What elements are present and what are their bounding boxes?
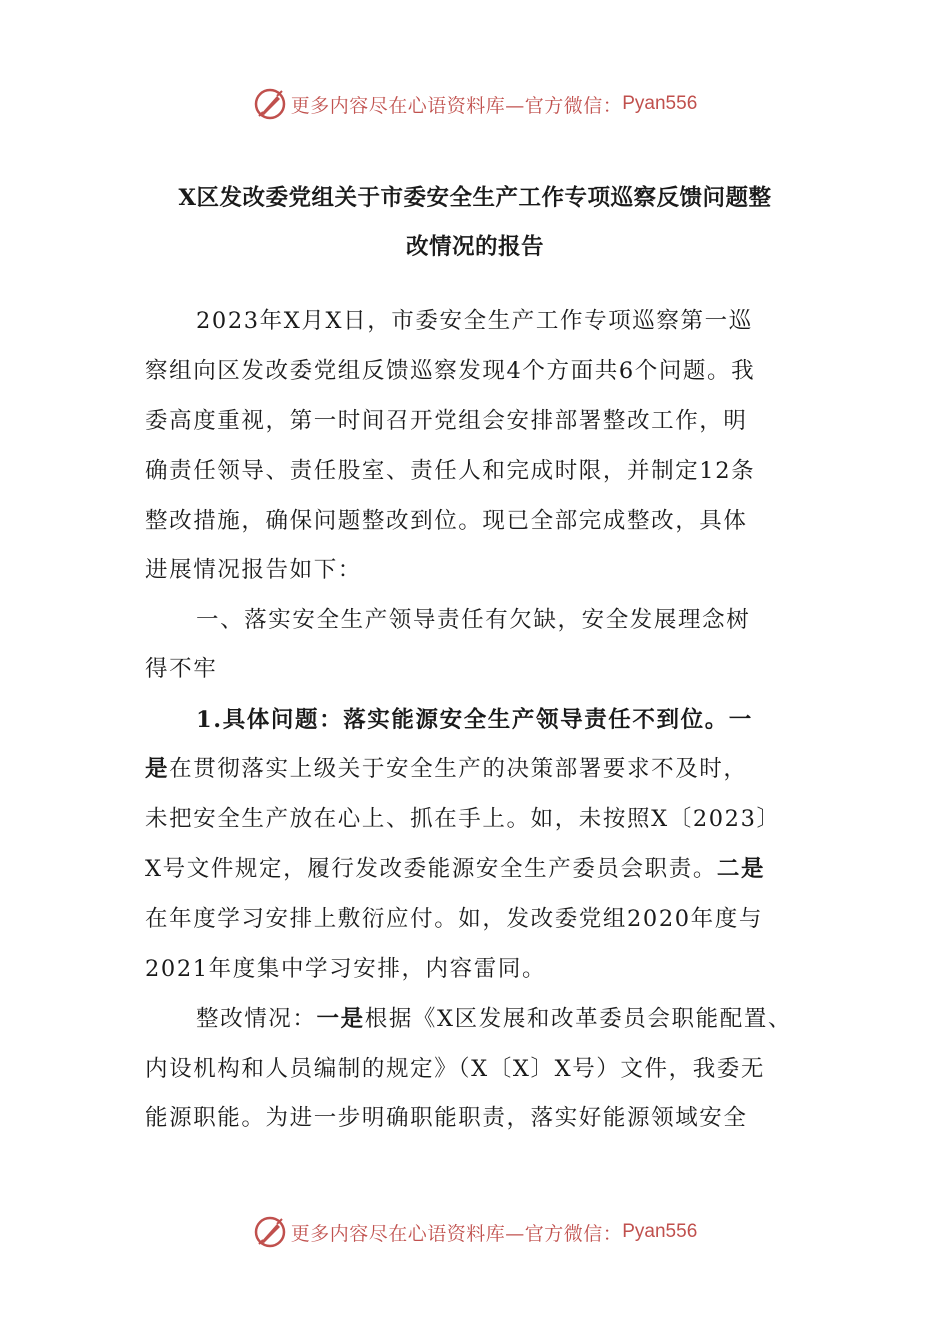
body-text-line: 在年度学习安排上敷衍应付。如，发改委党组2020年度与: [145, 906, 763, 932]
watermark-text: 更多内容尽在心语资料库—官方微信：: [290, 1222, 623, 1245]
emphasis-text: 一是: [316, 1006, 365, 1032]
body-text-line: [196, 1004, 792, 1034]
quill-logo-icon: [253, 1215, 287, 1249]
body-text-line: 察组向区发改委党组反馈巡察发现4个方面共6个问题。我: [145, 358, 756, 384]
issue-heading: 1.具体问题：落实能源安全生产领导责任不到位。一: [196, 707, 753, 733]
watermark-header: [0, 84, 950, 124]
body-text-line: 能源职能。为进一步明确职能职责，落实好能源领域安全: [145, 1105, 748, 1131]
body-text-line: [145, 854, 765, 884]
body-text: 在贯彻落实上级关于安全生产的决策部署要求不及时，: [169, 756, 748, 782]
body-text-line: 进展情况报告如下：: [145, 557, 362, 583]
body-text-line: 整改措施，确保问题整改到位。现已全部完成整改，具体: [145, 508, 748, 534]
emphasis-text: 是: [145, 756, 170, 782]
document-title-line1: X区发改委党组关于市委安全生产工作专项巡察反馈问题整: [178, 185, 772, 211]
body-text: 整改情况：: [196, 1006, 317, 1032]
document-title-line2: 改情况的报告: [405, 234, 544, 260]
watermark-wechat-id: Pyan556: [622, 1221, 698, 1242]
quill-logo-icon: [253, 87, 287, 121]
emphasis-text: 二是: [716, 856, 766, 882]
section-heading-line: 一、落实安全生产领导责任有欠缺，安全发展理念树: [196, 607, 751, 633]
watermark-wechat-id: Pyan556: [622, 93, 698, 114]
body-text-line: 确责任领导、责任股室、责任人和完成时限，并制定12条: [145, 458, 756, 484]
watermark-footer: [0, 1212, 950, 1252]
body-text-line: 未把安全生产放在心上、抓在手上。如，未按照X〔2023〕: [145, 806, 781, 832]
body-text-line: [145, 754, 748, 784]
body-text: 根据《X区发展和改革委员会职能配置、: [364, 1006, 793, 1032]
body-text-line: 2021年度集中学习安排，内容雷同。: [145, 956, 547, 982]
body-text-line: 委高度重视，第一时间召开党组会安排部署整改工作，明: [145, 408, 748, 434]
section-heading-line: 得不牢: [145, 656, 218, 682]
body-text-line: 内设机构和人员编制的规定》（X〔X〕X号）文件，我委无: [145, 1056, 766, 1082]
body-text-line: 2023年X月X日，市委安全生产工作专项巡察第一巡: [196, 308, 753, 334]
watermark-text: 更多内容尽在心语资料库—官方微信：: [290, 94, 623, 117]
body-text: X号文件规定，履行发改委能源安全生产委员会职责。: [145, 856, 717, 882]
